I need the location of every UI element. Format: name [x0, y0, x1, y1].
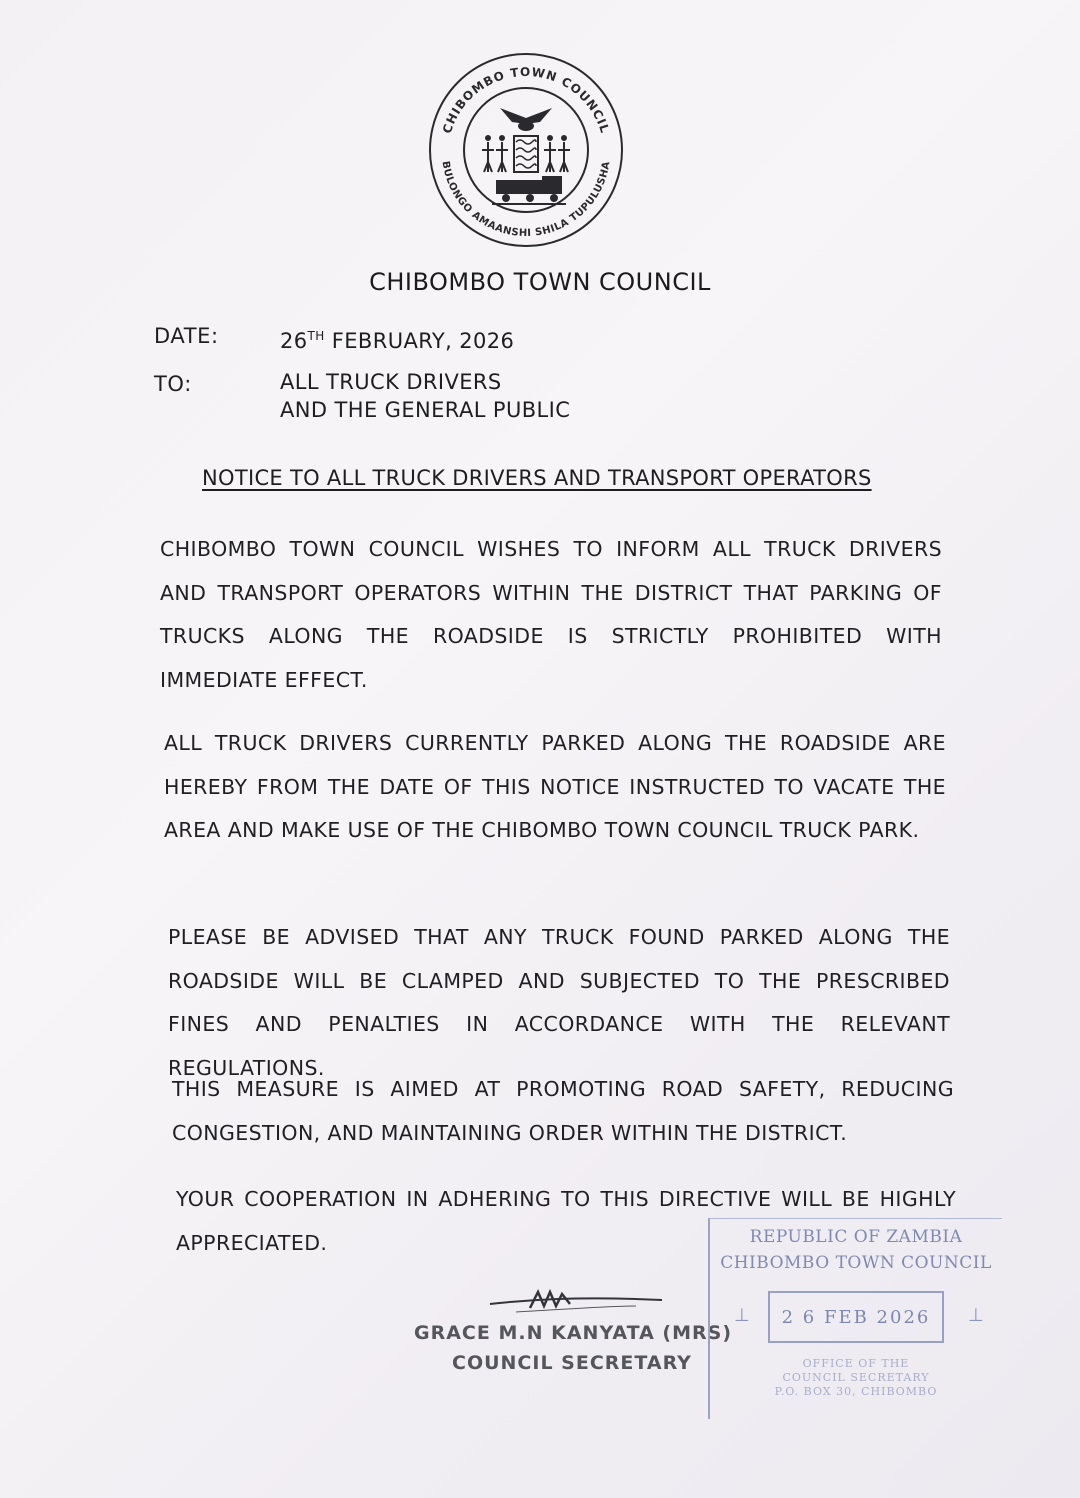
stamp-footer-1: OFFICE OF THE	[802, 1357, 910, 1370]
date-rest: FEBRUARY, 2026	[331, 329, 515, 353]
stamp-council: CHIBOMBO TOWN COUNCIL	[720, 1253, 992, 1273]
paragraph-4: THIS MEASURE IS AIMED AT PROMOTING ROAD SAFETY, REDUCING CONGESTION, AND MAINTAINING ORDER WITHIN THE DISTRICT.	[172, 1077, 954, 1145]
recipient-line-2: AND THE GENERAL PUBLIC	[280, 398, 571, 422]
signatory-name: GRACE M.N KANYATA (MRS)	[414, 1322, 733, 1344]
stamp-footer-3: P.O. BOX 30, CHIBOMBO	[774, 1385, 938, 1398]
handwritten-signature	[486, 1282, 666, 1326]
notice-subject: NOTICE TO ALL TRUCK DRIVERS AND TRANSPORT OPERATORS	[202, 466, 872, 490]
paragraph-5: YOUR COOPERATION IN ADHERING TO THIS DIRECTIVE WILL BE HIGHLY APPRECIATED.	[176, 1187, 956, 1255]
stamp-mark-left-icon: ⊥	[734, 1305, 750, 1326]
stamp-mark-right-icon: ⊥	[968, 1305, 984, 1326]
date-label: DATE:	[154, 324, 219, 348]
paragraph-2: ALL TRUCK DRIVERS CURRENTLY PARKED ALONG THE ROADSIDE ARE HEREBY FROM THE DATE OF THIS NOTICE INSTRUCTED TO VACATE THE AREA AND MAKE USE OF THE CHIBOMBO TOWN COUNCIL TRUCK PARK.	[164, 731, 946, 842]
paragraph-1: CHIBOMBO TOWN COUNCIL WISHES TO INFORM ALL TRUCK DRIVERS AND TRANSPORT OPERATORS WITHIN THE DISTRICT THAT PARKING OF TRUCKS ALONG THE ROADSIDE IS STRICTLY PROHIBITED WITH IMMEDIATE EFFECT.	[160, 537, 942, 692]
letterhead-title: CHIBOMBO TOWN COUNCIL	[369, 268, 711, 296]
date-day: 26	[280, 329, 308, 353]
recipient-line-1: ALL TRUCK DRIVERS	[280, 370, 502, 394]
date-value	[280, 322, 514, 355]
official-stamp	[708, 1218, 1002, 1419]
to-label: TO:	[154, 372, 192, 396]
svg-text:BULONGO AMAANSHI SHILA TUPULUS: BULONGO AMAANSHI SHILA TUPULUSHA	[439, 160, 613, 240]
stamp-date: 2 6 FEB 2026	[768, 1291, 944, 1343]
svg-text:CHIBOMBO TOWN COUNCIL: CHIBOMBO TOWN COUNCIL	[439, 64, 613, 136]
stamp-country: REPUBLIC OF ZAMBIA	[749, 1227, 963, 1247]
stamp-footer-2: COUNCIL SECRETARY	[782, 1371, 930, 1384]
council-crest-logo	[420, 52, 632, 248]
date-suffix: TH	[307, 329, 325, 343]
signatory-title: COUNCIL SECRETARY	[452, 1352, 692, 1374]
paragraph-3: PLEASE BE ADVISED THAT ANY TRUCK FOUND PARKED ALONG THE ROADSIDE WILL BE CLAMPED AND SUBJECTED TO THE PRESCRIBED FINES AND PENALTIES IN ACCORDANCE WITH THE RELEVANT REGULATIONS.	[168, 925, 950, 1080]
